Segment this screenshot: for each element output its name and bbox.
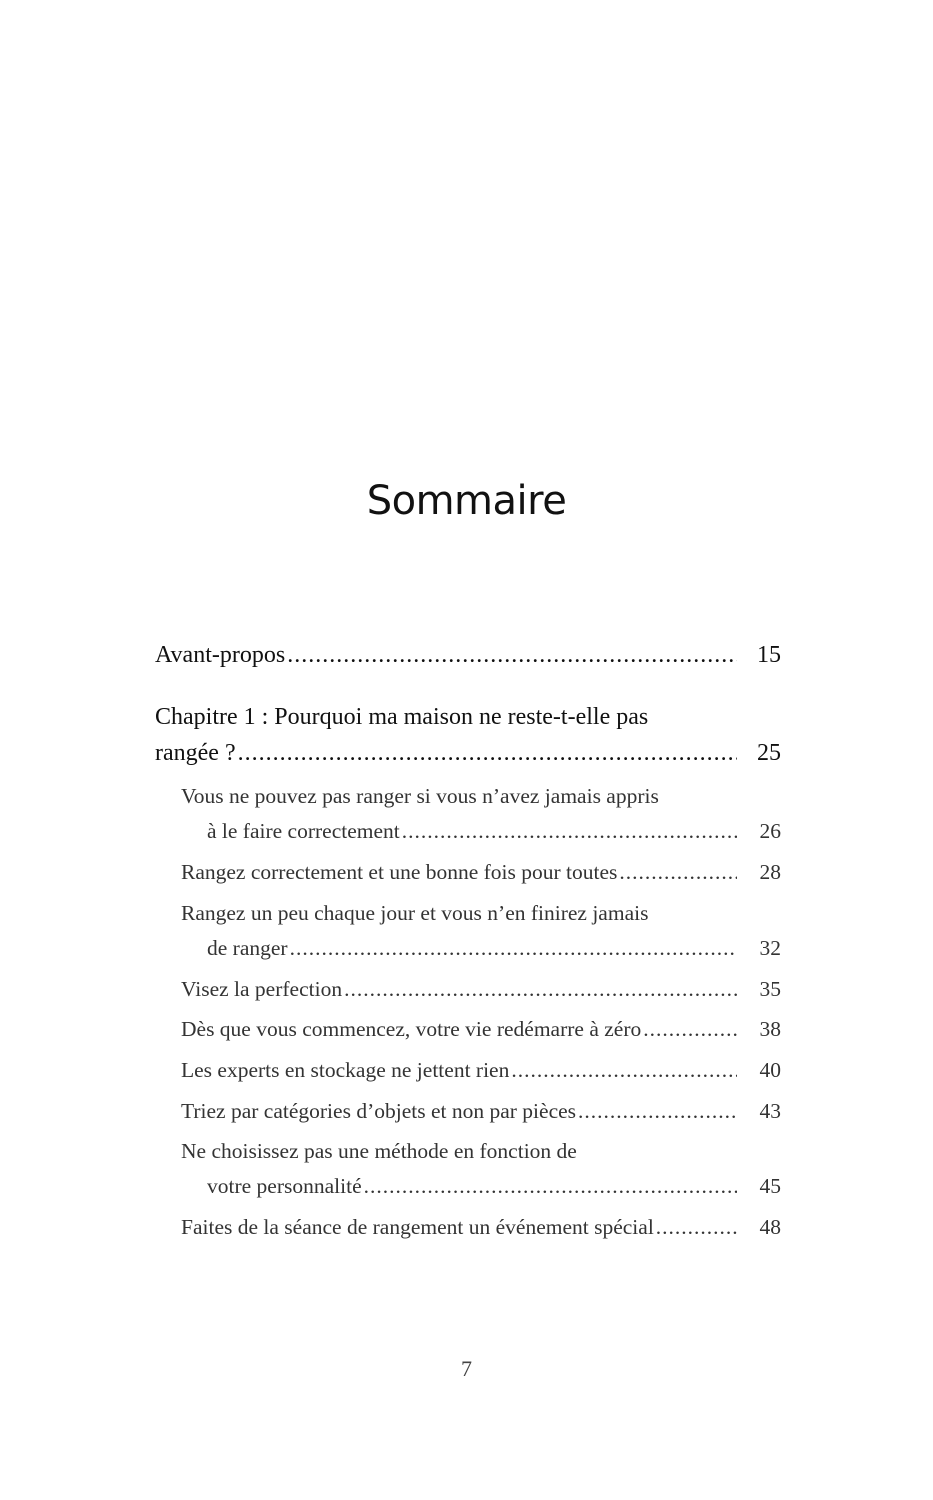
toc-entry-text: rangée ? <box>155 740 236 766</box>
toc-subentry[interactable] <box>181 860 781 885</box>
toc-subentry[interactable] <box>207 819 781 844</box>
dot-leader <box>643 1017 737 1042</box>
toc-page-number: 15 <box>757 642 781 668</box>
dot-leader <box>364 1174 737 1199</box>
toc-page-number: 40 <box>759 1058 781 1082</box>
dot-leader <box>578 1099 737 1124</box>
toc-entry-text: Les experts en stockage ne jettent rien <box>181 1058 510 1082</box>
dot-leader <box>287 642 737 669</box>
toc-entry-text: Faites de la séance de rangement un événement spécial <box>181 1215 654 1239</box>
toc-entry-text: à le faire correctement <box>207 819 400 843</box>
toc-subentry-line1[interactable]: Ne choisissez pas une méthode en fonction de <box>181 1139 577 1163</box>
toc-subentry[interactable] <box>207 1174 781 1199</box>
dot-leader <box>238 740 737 767</box>
toc-entry-text: Rangez correctement et une bonne fois pour toutes <box>181 860 618 884</box>
toc-page-number: 45 <box>759 1174 781 1198</box>
toc-page-number: 38 <box>759 1017 781 1041</box>
toc-entry-chapter-1-line1[interactable]: Chapitre 1 : Pourquoi ma maison ne reste-t-elle pas <box>155 704 649 730</box>
toc-subentry-line1[interactable]: Vous ne pouvez pas ranger si vous n’avez jamais appris <box>181 784 659 808</box>
toc-subentry-line1[interactable]: Rangez un peu chaque jour et vous n’en finirez jamais <box>181 901 649 925</box>
page-title: Sommaire <box>366 478 567 524</box>
dot-leader <box>656 1215 737 1240</box>
dot-leader <box>511 1058 737 1083</box>
toc-entry-avant-propos[interactable] <box>155 642 781 669</box>
toc-page-number: 43 <box>759 1099 781 1123</box>
toc-subentry[interactable] <box>207 936 781 961</box>
toc-page-number: 32 <box>759 936 781 960</box>
toc-entry-chapter-1[interactable] <box>155 740 781 767</box>
dot-leader <box>619 860 737 885</box>
toc-entry-text: votre personnalité <box>207 1174 362 1198</box>
toc-subentry[interactable] <box>181 1215 781 1240</box>
dot-leader <box>344 977 737 1002</box>
toc-page-number: 35 <box>759 977 781 1001</box>
toc-page-number: 28 <box>759 860 781 884</box>
toc-subentry[interactable] <box>181 977 781 1002</box>
dot-leader <box>290 936 737 961</box>
page-number: 7 <box>461 1356 472 1381</box>
dot-leader <box>402 819 737 844</box>
toc-subentry[interactable] <box>181 1058 781 1083</box>
toc-page-number: 26 <box>759 819 781 843</box>
toc-entry-text: Avant-propos <box>155 642 286 668</box>
toc-entry-text: Triez par catégories d’objets et non par pièces <box>181 1099 577 1123</box>
toc-subentry[interactable] <box>181 1017 781 1042</box>
toc-page-number: 25 <box>757 740 781 766</box>
toc-entry-text: Visez la perfection <box>181 977 343 1001</box>
toc-page-number: 48 <box>759 1215 781 1239</box>
toc-entry-text: de ranger <box>207 936 288 960</box>
toc-entry-text: Dès que vous commencez, votre vie redémarre à zéro <box>181 1017 642 1041</box>
toc-subentry[interactable] <box>181 1099 781 1124</box>
